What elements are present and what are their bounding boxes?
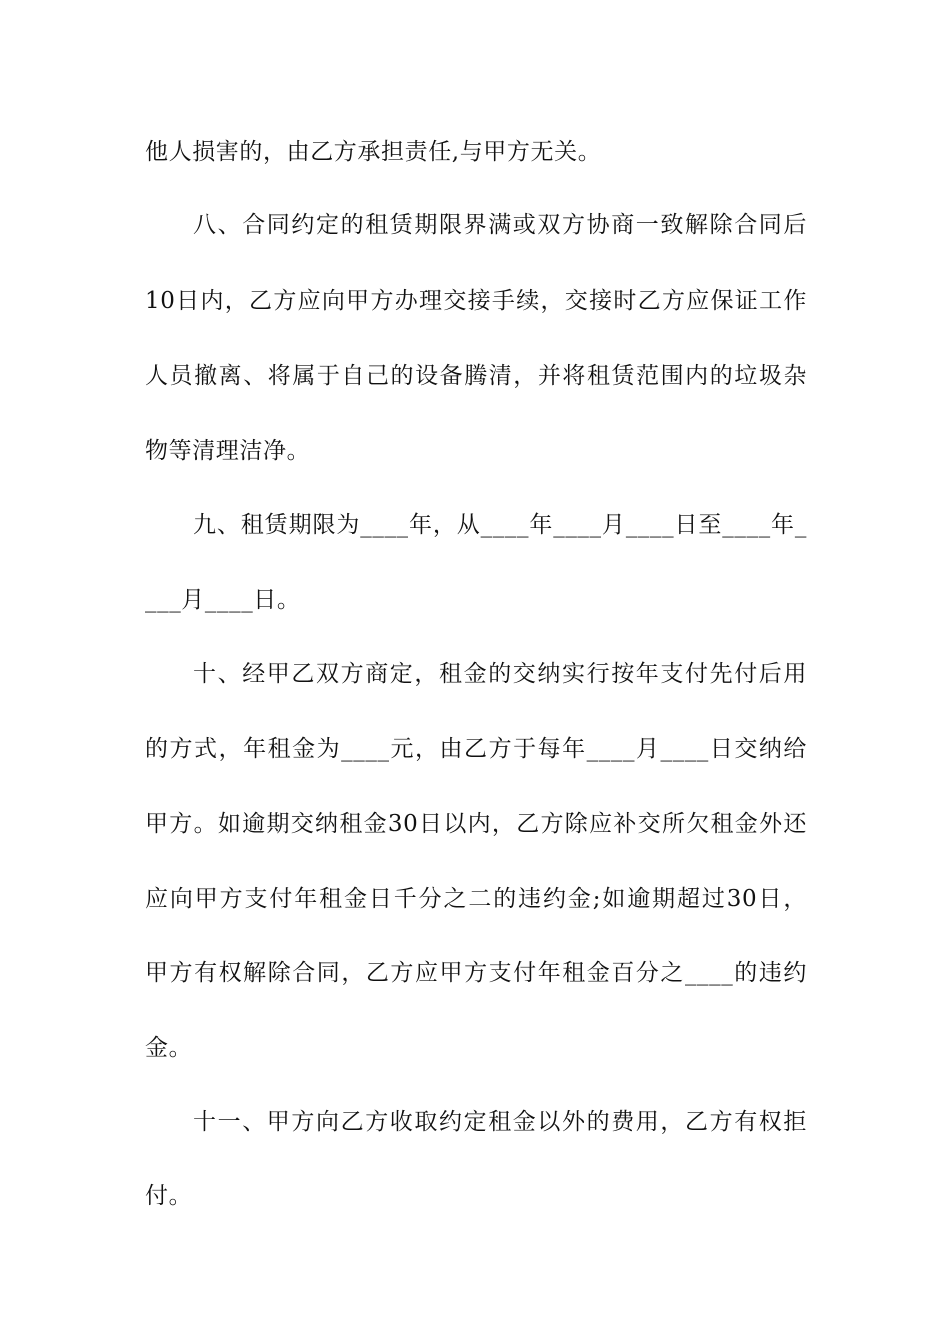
text-line: 甲方有权解除合同，乙方应甲方支付年租金百分之____的违约 <box>145 960 807 986</box>
text-line: 金。 <box>145 1035 193 1061</box>
text-line: 人员撤离、将属于自己的设备腾清，并将租赁范围内的垃圾杂 <box>145 363 807 389</box>
text-line: 十、经甲乙双方商定，租金的交纳实行按年支付先付后用 <box>193 661 807 687</box>
text-line: 八、合同约定的租赁期限界满或双方协商一致解除合同后 <box>193 212 807 238</box>
text-line: 九、租赁期限为____年，从____年____月____日至____年_ <box>193 512 807 538</box>
text-line: 甲方。如逾期交纳租金30日以内，乙方除应补交所欠租金外还 <box>145 811 807 837</box>
text-line: 应向甲方支付年租金日千分之二的违约金;如逾期超过30日， <box>145 886 807 912</box>
text-line: 10日内，乙方应向甲方办理交接手续，交接时乙方应保证工作 <box>145 288 807 314</box>
text-line: 付。 <box>145 1183 193 1209</box>
text-line: 的方式，年租金为____元，由乙方于每年____月____日交纳给 <box>145 736 807 762</box>
text-line: 他人损害的，由乙方承担责任,与甲方无关。 <box>145 139 602 165</box>
text-line: ___月____日。 <box>145 587 301 613</box>
text-line: 物等清理洁净。 <box>145 438 311 464</box>
text-line: 十一、甲方向乙方收取约定租金以外的费用，乙方有权拒 <box>193 1109 807 1135</box>
